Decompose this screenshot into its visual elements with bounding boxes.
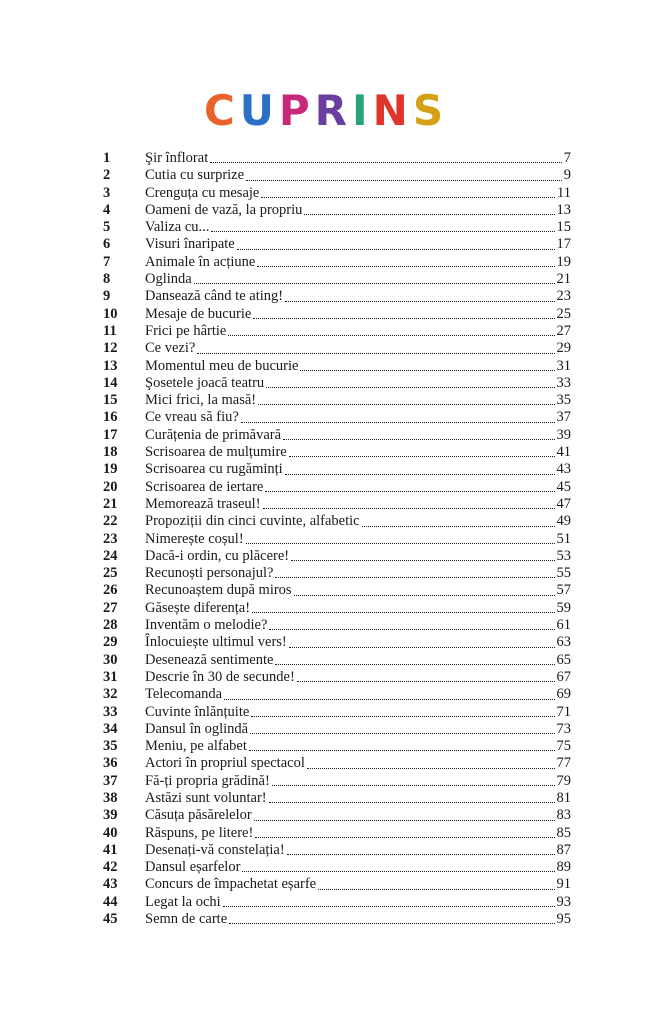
dot-leader <box>257 253 554 267</box>
toc-row <box>103 807 571 824</box>
entry-number: 10 <box>103 305 118 322</box>
dot-leader <box>269 789 555 803</box>
entry-title: Recunoaștem după miros <box>145 582 292 599</box>
dot-leader <box>300 357 554 371</box>
dot-leader <box>285 461 555 475</box>
entry-page-number: 77 <box>556 755 571 772</box>
dot-leader <box>318 876 554 890</box>
entry-title: Căsuța păsărelelor <box>145 807 252 824</box>
dot-leader <box>307 755 555 769</box>
entry-number: 16 <box>103 409 118 426</box>
entry-title: Mesaje de bucurie <box>145 305 252 322</box>
toc-row <box>103 392 571 409</box>
entry-number: 24 <box>103 547 118 564</box>
entry-title: Înlocuiește ultimul vers! <box>145 634 287 651</box>
entry-title: Mici frici, la masă! <box>145 392 257 409</box>
table-of-contents <box>103 150 571 928</box>
entry-page-number: 15 <box>556 219 571 236</box>
entry-page-number: 27 <box>556 322 571 339</box>
entry-page-number: 31 <box>556 357 571 374</box>
entry-page-number: 63 <box>556 634 571 651</box>
toc-row <box>103 202 571 219</box>
entry-page-number: 81 <box>556 789 571 806</box>
entry-number: 2 <box>103 167 111 184</box>
toc-row <box>103 721 571 738</box>
entry-title: Şir înflorat <box>145 150 209 166</box>
dot-leader <box>287 841 555 855</box>
entry-page-number: 43 <box>556 461 571 478</box>
entry-title: Dansul eșarfelor <box>145 859 241 876</box>
entry-title: Scrisoarea de mulțumire <box>145 444 287 461</box>
entry-page-number: 61 <box>556 617 571 634</box>
entry-page-number: 53 <box>556 547 571 564</box>
dot-leader <box>269 616 554 630</box>
toc-row <box>103 254 571 271</box>
entry-title: Găsește diferența! <box>145 599 251 616</box>
entry-number: 3 <box>103 184 111 201</box>
entry-title: Scrisoarea de iertare <box>145 478 264 495</box>
entry-title: Telecomanda <box>145 686 223 703</box>
dot-leader <box>251 703 554 717</box>
dot-leader <box>291 547 554 561</box>
entry-number: 1 <box>103 150 111 166</box>
entry-title: Dansează când te ating! <box>145 288 284 305</box>
entry-page-number: 59 <box>556 599 571 616</box>
entry-number: 17 <box>103 426 118 443</box>
dot-leader <box>261 184 555 198</box>
dot-leader <box>253 305 554 319</box>
entry-number: 13 <box>103 357 118 374</box>
toc-row <box>103 427 571 444</box>
entry-number: 4 <box>103 201 111 218</box>
entry-page-number: 33 <box>556 374 571 391</box>
toc-row <box>103 167 571 184</box>
entry-number: 41 <box>103 841 118 858</box>
dot-leader <box>294 582 555 596</box>
title-letter: C <box>203 86 240 135</box>
entry-title: Nimerește coșul! <box>145 530 244 547</box>
entry-page-number: 9 <box>563 167 571 184</box>
toc-row <box>103 617 571 634</box>
entry-number: 28 <box>103 617 118 634</box>
entry-page-number: 69 <box>556 686 571 703</box>
dot-leader <box>246 167 562 181</box>
entry-title: Frici pe hârtie <box>145 322 227 339</box>
entry-page-number: 91 <box>556 876 571 893</box>
entry-page-number: 13 <box>556 201 571 218</box>
dot-leader <box>241 409 555 423</box>
page-title <box>0 86 652 136</box>
entry-number: 22 <box>103 513 118 530</box>
entry-page-number: 85 <box>556 824 571 841</box>
title-letter: N <box>372 86 413 135</box>
entry-page-number: 51 <box>556 530 571 547</box>
dot-leader <box>285 288 554 302</box>
dot-leader <box>237 236 555 250</box>
entry-title: Semn de carte <box>145 911 228 928</box>
entry-number: 8 <box>103 271 111 288</box>
title-letter: S <box>412 86 449 135</box>
entry-title: Fă-ți propria grădină! <box>145 772 270 789</box>
toc-row <box>103 288 571 305</box>
entry-page-number: 65 <box>556 651 571 668</box>
dot-leader <box>250 720 554 734</box>
entry-title: Oglinda <box>145 271 192 288</box>
toc-row <box>103 565 571 582</box>
toc-row <box>103 704 571 721</box>
entry-title: Crenguța cu mesaje <box>145 184 260 201</box>
entry-number: 20 <box>103 478 118 495</box>
entry-title: Curățenia de primăvară <box>145 426 282 443</box>
dot-leader <box>210 149 562 163</box>
entry-title: Răspuns, pe litere! <box>145 824 254 841</box>
entry-number: 9 <box>103 288 111 305</box>
toc-row <box>103 444 571 461</box>
toc-row <box>103 911 571 928</box>
toc-row <box>103 340 571 357</box>
entry-title: Memorează traseul! <box>145 495 261 512</box>
entry-title: Concurs de împachetat eșarfe <box>145 876 317 893</box>
entry-page-number: 35 <box>556 392 571 409</box>
entry-number: 6 <box>103 236 111 253</box>
title-letter: P <box>278 86 315 135</box>
entry-page-number: 45 <box>556 478 571 495</box>
dot-leader <box>275 564 554 578</box>
toc-row <box>103 306 571 323</box>
entry-number: 33 <box>103 703 118 720</box>
entry-number: 32 <box>103 686 118 703</box>
entry-number: 15 <box>103 392 118 409</box>
title-letter: U <box>239 86 279 135</box>
entry-title: Desenează sentimente <box>145 651 274 668</box>
toc-row <box>103 686 571 703</box>
dot-leader <box>224 686 554 700</box>
entry-number: 45 <box>103 911 118 928</box>
entry-title: Astăzi sunt voluntar! <box>145 789 267 806</box>
dot-leader <box>283 426 554 440</box>
toc-row <box>103 461 571 478</box>
entry-page-number: 41 <box>556 444 571 461</box>
entry-title: Descrie în 30 de secunde! <box>145 668 295 685</box>
toc-row <box>103 358 571 375</box>
entry-number: 27 <box>103 599 118 616</box>
title-letter: I <box>352 86 373 135</box>
entry-number: 35 <box>103 738 118 755</box>
toc-row <box>103 548 571 565</box>
entry-title: Inventăm o melodie? <box>145 617 268 634</box>
entry-title: Oameni de vază, la propriu <box>145 201 303 218</box>
entry-number: 39 <box>103 807 118 824</box>
entry-page-number: 71 <box>556 703 571 720</box>
entry-page-number: 47 <box>556 495 571 512</box>
entry-page-number: 25 <box>556 305 571 322</box>
toc-row <box>103 652 571 669</box>
entry-number: 43 <box>103 876 118 893</box>
toc-row <box>103 755 571 772</box>
entry-number: 11 <box>103 322 117 339</box>
entry-page-number: 23 <box>556 288 571 305</box>
entry-number: 26 <box>103 582 118 599</box>
entry-number: 7 <box>103 253 111 270</box>
entry-title: Cutia cu surprize <box>145 167 245 184</box>
toc-row <box>103 375 571 392</box>
toc-row <box>103 409 571 426</box>
entry-page-number: 17 <box>556 236 571 253</box>
toc-row <box>103 894 571 911</box>
toc-row <box>103 513 571 530</box>
entry-page-number: 93 <box>556 893 571 910</box>
entry-page-number: 11 <box>557 184 571 201</box>
entry-page-number: 79 <box>556 772 571 789</box>
toc-row <box>103 669 571 686</box>
entry-title: Ce vreau să fiu? <box>145 409 239 426</box>
entry-title: Scrisoarea cu rugăminți <box>145 461 283 478</box>
dot-leader <box>254 807 555 821</box>
toc-row <box>103 825 571 842</box>
dot-leader <box>255 824 554 838</box>
dot-leader <box>223 893 555 907</box>
toc-row <box>103 634 571 651</box>
dot-leader <box>304 201 554 215</box>
dot-leader <box>228 322 554 336</box>
entry-page-number: 19 <box>556 253 571 270</box>
dot-leader <box>194 270 555 284</box>
entry-title: Dansul în oglindă <box>145 720 249 737</box>
dot-leader <box>362 513 555 527</box>
toc-row <box>103 582 571 599</box>
entry-page-number: 29 <box>556 340 571 357</box>
dot-leader <box>275 651 554 665</box>
entry-page-number: 57 <box>556 582 571 599</box>
dot-leader <box>289 634 555 648</box>
entry-page-number: 95 <box>556 911 571 928</box>
entry-page-number: 55 <box>556 565 571 582</box>
toc-row <box>103 876 571 893</box>
entry-number: 44 <box>103 893 118 910</box>
dot-leader <box>297 668 555 682</box>
entry-number: 25 <box>103 565 118 582</box>
entry-title: Dacă-i ordin, cu plăcere! <box>145 547 290 564</box>
toc-row <box>103 219 571 236</box>
dot-leader <box>266 374 554 388</box>
toc-row <box>103 323 571 340</box>
dot-leader <box>272 772 555 786</box>
dot-leader <box>211 218 554 232</box>
entry-number: 36 <box>103 755 118 772</box>
title-letter: R <box>314 86 353 135</box>
entry-page-number: 83 <box>556 807 571 824</box>
dot-leader <box>242 858 554 872</box>
entry-number: 18 <box>103 444 118 461</box>
entry-title: Momentul meu de bucurie <box>145 357 299 374</box>
entry-page-number: 37 <box>556 409 571 426</box>
entry-number: 23 <box>103 530 118 547</box>
toc-row <box>103 790 571 807</box>
toc-row <box>103 842 571 859</box>
entry-number: 34 <box>103 720 118 737</box>
toc-row <box>103 531 571 548</box>
entry-title: Meniu, pe alfabet <box>145 738 247 755</box>
entry-number: 38 <box>103 789 118 806</box>
toc-row <box>103 271 571 288</box>
entry-page-number: 87 <box>556 841 571 858</box>
dot-leader <box>197 340 554 354</box>
dot-leader <box>258 391 554 405</box>
entry-number: 5 <box>103 219 111 236</box>
entry-title: Cuvinte înlănțuite <box>145 703 250 720</box>
toc-row <box>103 185 571 202</box>
entry-title: Propoziții din cinci cuvinte, alfabetic <box>145 513 360 530</box>
entry-page-number: 89 <box>556 859 571 876</box>
entry-number: 19 <box>103 461 118 478</box>
entry-number: 37 <box>103 772 118 789</box>
entry-title: Desenați-vă constelația! <box>145 841 285 858</box>
entry-number: 12 <box>103 340 118 357</box>
toc-row <box>103 150 571 167</box>
entry-number: 31 <box>103 668 118 685</box>
entry-page-number: 73 <box>556 720 571 737</box>
entry-page-number: 49 <box>556 513 571 530</box>
toc-row <box>103 600 571 617</box>
entry-title: Visuri înaripate <box>145 236 235 253</box>
entry-number: 40 <box>103 824 118 841</box>
entry-page-number: 7 <box>563 150 571 166</box>
dot-leader <box>289 443 555 457</box>
entry-number: 29 <box>103 634 118 651</box>
entry-title: Actori în propriul spectacol <box>145 755 305 772</box>
dot-leader <box>249 737 555 751</box>
dot-leader <box>265 478 554 492</box>
toc-row <box>103 738 571 755</box>
entry-number: 42 <box>103 859 118 876</box>
entry-page-number: 39 <box>556 426 571 443</box>
entry-number: 21 <box>103 495 118 512</box>
entry-page-number: 67 <box>556 668 571 685</box>
entry-title: Legat la ochi <box>145 893 221 910</box>
toc-row <box>103 496 571 513</box>
entry-title: Ce vezi? <box>145 340 196 357</box>
toc-row <box>103 236 571 253</box>
dot-leader <box>229 910 554 924</box>
entry-title: Recunoști personajul? <box>145 565 274 582</box>
toc-row <box>103 859 571 876</box>
entry-title: Animale în acțiune <box>145 253 256 270</box>
entry-page-number: 75 <box>556 738 571 755</box>
dot-leader <box>246 530 555 544</box>
toc-row <box>103 773 571 790</box>
entry-title: Şosetele joacă teatru <box>145 374 265 391</box>
entry-page-number: 21 <box>556 271 571 288</box>
dot-leader <box>263 495 555 509</box>
entry-number: 30 <box>103 651 118 668</box>
entry-number: 14 <box>103 374 118 391</box>
dot-leader <box>252 599 554 613</box>
toc-row <box>103 479 571 496</box>
entry-title: Valiza cu... <box>145 219 210 236</box>
